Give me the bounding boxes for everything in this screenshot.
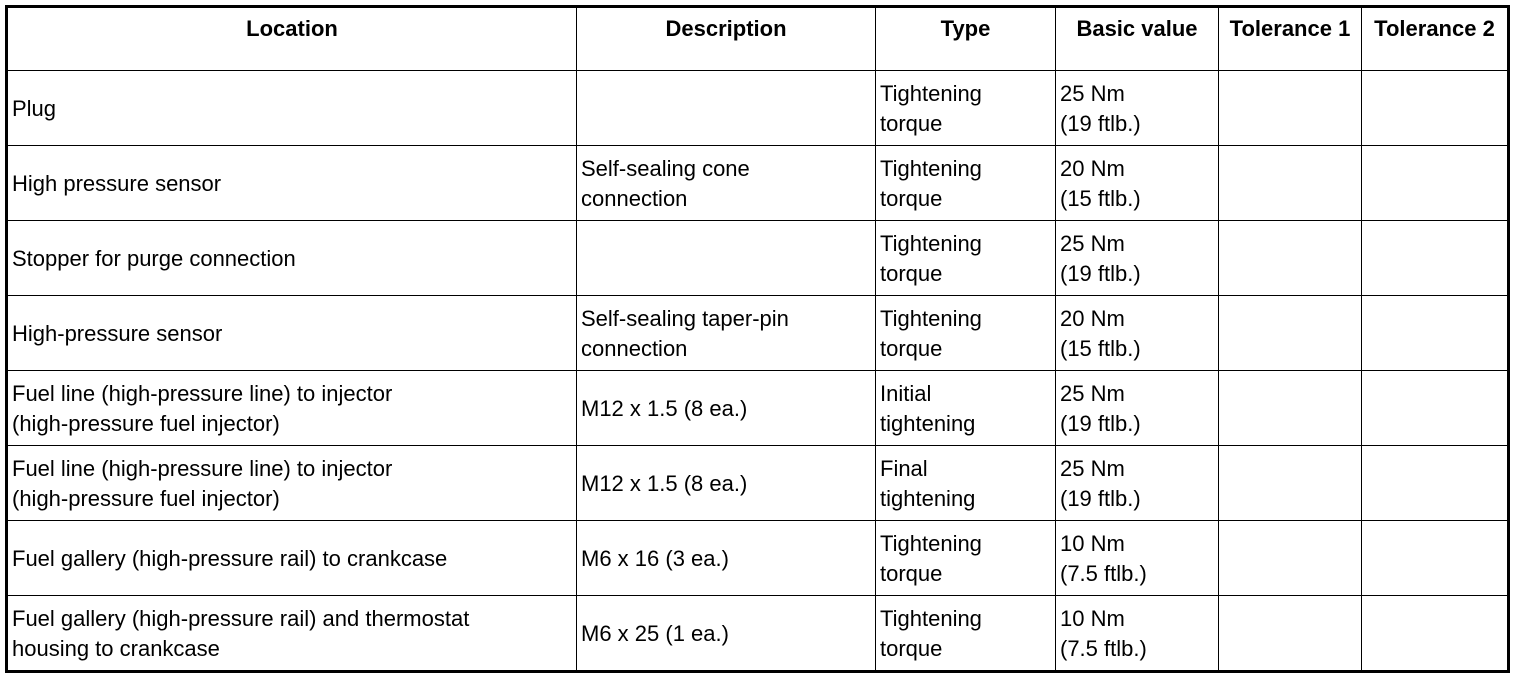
tolerance-2-cell — [1362, 296, 1509, 371]
cell-text-line: (19 ftlb.) — [1060, 411, 1141, 436]
cell-text-line: 25 Nm — [1060, 456, 1125, 481]
cell-text-line: (19 ftlb.) — [1060, 486, 1141, 511]
type-cell — [876, 71, 1056, 146]
header-tolerance-1: Tolerance 1 — [1219, 7, 1362, 71]
location-cell — [7, 371, 577, 446]
basic-value-cell — [1056, 71, 1219, 146]
basic-value-cell — [1056, 221, 1219, 296]
cell-text-line: High-pressure sensor — [12, 321, 223, 346]
type-cell — [876, 221, 1056, 296]
table-row — [7, 596, 1509, 672]
cell-text-line: Initial — [880, 381, 932, 406]
torque-spec-table — [5, 5, 1510, 673]
basic-value-cell — [1056, 596, 1219, 672]
tolerance-1-cell — [1219, 371, 1362, 446]
cell-text-line: 25 Nm — [1060, 381, 1125, 406]
location-cell — [7, 296, 577, 371]
tolerance-1-cell — [1219, 296, 1362, 371]
table-row — [7, 296, 1509, 371]
header-tolerance-2: Tolerance 2 — [1362, 7, 1509, 71]
table-row — [7, 521, 1509, 596]
cell-text-line: Stopper for purge connection — [12, 246, 296, 271]
cell-text-line: tightening — [880, 486, 976, 511]
tolerance-2-cell — [1362, 596, 1509, 672]
cell-text-line: 25 Nm — [1060, 81, 1125, 106]
cell-text-line: Tightening — [880, 156, 982, 181]
tolerance-2-cell — [1362, 221, 1509, 296]
table-row — [7, 371, 1509, 446]
table-body — [7, 71, 1509, 672]
tolerance-1-cell — [1219, 146, 1362, 221]
table-row — [7, 146, 1509, 221]
location-cell — [7, 146, 577, 221]
cell-text-line: Fuel line (high-pressure line) to injector — [12, 456, 393, 481]
header-description: Description — [577, 7, 876, 71]
tolerance-1-cell — [1219, 521, 1362, 596]
cell-text-line: Self-sealing taper-pin — [581, 306, 789, 331]
cell-text-line: Fuel gallery (high-pressure rail) and thermostat — [12, 606, 470, 631]
description-cell — [577, 296, 876, 371]
cell-text-line: (high-pressure fuel injector) — [12, 486, 280, 511]
cell-text-line: (19 ftlb.) — [1060, 261, 1141, 286]
cell-text-line: 25 Nm — [1060, 231, 1125, 256]
cell-text-line: 10 Nm — [1060, 606, 1125, 631]
cell-text-line: (7.5 ftlb.) — [1060, 636, 1147, 661]
description-cell — [577, 71, 876, 146]
tolerance-2-cell — [1362, 71, 1509, 146]
cell-text-line: connection — [581, 336, 688, 361]
type-cell — [876, 146, 1056, 221]
cell-text-line: (high-pressure fuel injector) — [12, 411, 280, 436]
location-cell — [7, 596, 577, 672]
cell-text-line: 20 Nm — [1060, 156, 1125, 181]
cell-text-line: tightening — [880, 411, 976, 436]
cell-text-line: connection — [581, 186, 688, 211]
cell-text-line: Plug — [12, 96, 57, 121]
type-cell — [876, 371, 1056, 446]
description-cell — [577, 446, 876, 521]
cell-text-line: Tightening — [880, 306, 982, 331]
cell-text-line: (7.5 ftlb.) — [1060, 561, 1147, 586]
table-header-row — [7, 7, 1509, 71]
description-cell — [577, 221, 876, 296]
cell-text-line: Tightening — [880, 606, 982, 631]
type-cell — [876, 521, 1056, 596]
tolerance-1-cell — [1219, 221, 1362, 296]
cell-text-line: torque — [880, 561, 943, 586]
cell-text-line: 20 Nm — [1060, 306, 1125, 331]
description-cell — [577, 371, 876, 446]
cell-text-line: housing to crankcase — [12, 636, 220, 661]
tolerance-2-cell — [1362, 371, 1509, 446]
cell-text-line: (15 ftlb.) — [1060, 186, 1141, 211]
type-cell — [876, 596, 1056, 672]
type-cell — [876, 296, 1056, 371]
basic-value-cell — [1056, 371, 1219, 446]
cell-text-line: (19 ftlb.) — [1060, 111, 1141, 136]
cell-text-line: M12 x 1.5 (8 ea.) — [581, 471, 748, 496]
cell-text-line: (15 ftlb.) — [1060, 336, 1141, 361]
cell-text-line: Self-sealing cone — [581, 156, 750, 181]
tolerance-1-cell — [1219, 71, 1362, 146]
header-type: Type — [876, 7, 1056, 71]
cell-text-line: 10 Nm — [1060, 531, 1125, 556]
tolerance-2-cell — [1362, 146, 1509, 221]
basic-value-cell — [1056, 446, 1219, 521]
tolerance-2-cell — [1362, 521, 1509, 596]
header-location: Location — [7, 7, 577, 71]
tolerance-1-cell — [1219, 596, 1362, 672]
cell-text-line: torque — [880, 261, 943, 286]
tolerance-2-cell — [1362, 446, 1509, 521]
table-row — [7, 221, 1509, 296]
header-basic-value: Basic value — [1056, 7, 1219, 71]
cell-text-line: torque — [880, 111, 943, 136]
description-cell — [577, 596, 876, 672]
cell-text-line: Tightening — [880, 231, 982, 256]
cell-text-line: Tightening — [880, 531, 982, 556]
cell-text-line: M12 x 1.5 (8 ea.) — [581, 396, 748, 421]
cell-text-line: torque — [880, 636, 943, 661]
cell-text-line: Tightening — [880, 81, 982, 106]
cell-text-line: Fuel gallery (high-pressure rail) to crankcase — [12, 546, 448, 571]
description-cell — [577, 521, 876, 596]
basic-value-cell — [1056, 521, 1219, 596]
table-row — [7, 71, 1509, 146]
table-row — [7, 446, 1509, 521]
cell-text-line: M6 x 25 (1 ea.) — [581, 621, 729, 646]
location-cell — [7, 521, 577, 596]
cell-text-line: torque — [880, 186, 943, 211]
location-cell — [7, 71, 577, 146]
cell-text-line: M6 x 16 (3 ea.) — [581, 546, 729, 571]
location-cell — [7, 221, 577, 296]
location-cell — [7, 446, 577, 521]
cell-text-line: High pressure sensor — [12, 171, 222, 196]
cell-text-line: Final — [880, 456, 928, 481]
basic-value-cell — [1056, 296, 1219, 371]
description-cell — [577, 146, 876, 221]
cell-text-line: Fuel line (high-pressure line) to injector — [12, 381, 393, 406]
cell-text-line: torque — [880, 336, 943, 361]
type-cell — [876, 446, 1056, 521]
tolerance-1-cell — [1219, 446, 1362, 521]
basic-value-cell — [1056, 146, 1219, 221]
